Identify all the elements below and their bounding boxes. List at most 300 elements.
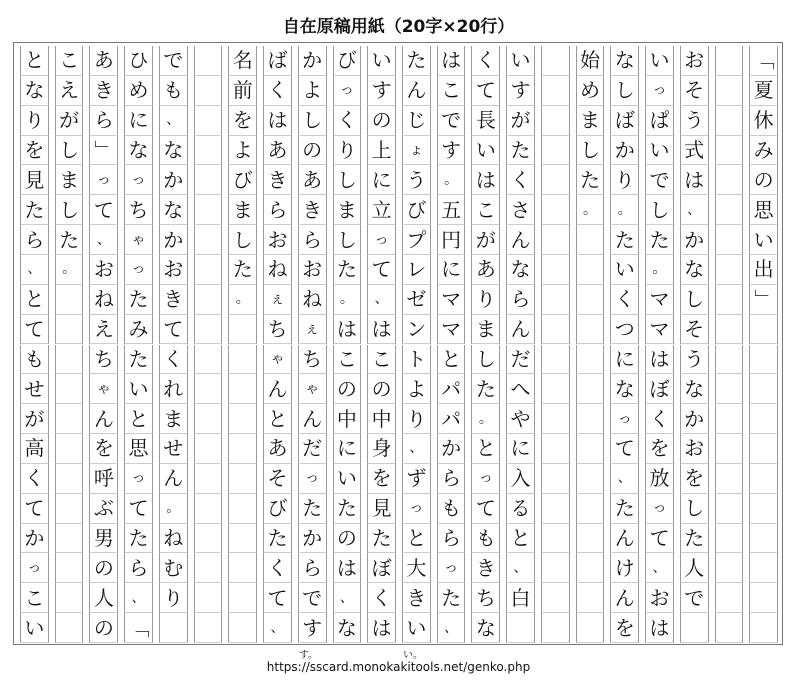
grid-cell: う [680, 345, 709, 375]
grid-cell: て [471, 494, 500, 524]
grid-cell [715, 434, 744, 464]
grid-cell [749, 553, 778, 583]
grid-cell [715, 524, 744, 554]
grid-cell: あ [89, 46, 118, 76]
grid-cell: つ [610, 315, 639, 345]
grid-cell: に [124, 106, 153, 136]
grid-cell: れ [159, 374, 188, 404]
grid-cell [194, 583, 223, 613]
grid-cell: る [506, 494, 535, 524]
grid-cell: お [263, 225, 292, 255]
grid-cell [541, 106, 570, 136]
grid-cell [228, 464, 257, 494]
grid-cell [55, 553, 84, 583]
grid-cell: ら [20, 225, 49, 255]
grid-cell: が [471, 225, 500, 255]
grid-cell [541, 315, 570, 345]
grid-cell: の [749, 165, 778, 195]
grid-cell: び [333, 46, 362, 76]
grid-cell: ん [610, 583, 639, 613]
grid-cell [541, 583, 570, 613]
grid-cell: を [89, 434, 118, 464]
grid-cell: ら [89, 106, 118, 136]
grid-cell: た [610, 494, 639, 524]
grid-cell [541, 195, 570, 225]
grid-cell: ぇ [263, 285, 292, 315]
grid-cell: 」 [89, 136, 118, 166]
grid-cell [715, 165, 744, 195]
grid-cell: い [645, 136, 674, 166]
grid-cell: は [645, 345, 674, 375]
grid-cell: り [402, 404, 431, 434]
grid-cell [55, 404, 84, 434]
grid-cell [749, 404, 778, 434]
grid-cell [194, 345, 223, 375]
grid-cell: せ [159, 434, 188, 464]
column-21 [55, 43, 84, 644]
grid-cell: に [610, 345, 639, 375]
grid-cell: 中 [333, 404, 362, 434]
grid-cell: 名 [228, 46, 257, 76]
grid-cell: は [263, 106, 292, 136]
grid-cell [749, 583, 778, 613]
grid-cell: 思 [749, 195, 778, 225]
grid-cell [576, 285, 605, 315]
grid-cell [715, 345, 744, 375]
grid-cell: こ [20, 583, 49, 613]
grid-cell: い [749, 225, 778, 255]
grid-cell: す [367, 76, 396, 106]
grid-cell: ら [506, 285, 535, 315]
grid-cell: ん [610, 524, 639, 554]
grid-cell: も [159, 76, 188, 106]
grid-cell: 、 [367, 285, 396, 315]
manuscript-grid [13, 42, 783, 645]
grid-cell: 。 [333, 285, 362, 315]
grid-cell: 「 [749, 46, 778, 76]
grid-cell: ん [159, 464, 188, 494]
grid-cell [541, 404, 570, 434]
grid-cell: 大 [402, 553, 431, 583]
grid-cell: マ [645, 315, 674, 345]
grid-cell: た [576, 165, 605, 195]
column-16 [228, 43, 257, 644]
grid-cell: っ [610, 404, 639, 434]
grid-cell [749, 613, 778, 643]
grid-cell [715, 583, 744, 613]
grid-cell: の [367, 374, 396, 404]
grid-cell [715, 553, 744, 583]
grid-cell [749, 315, 778, 345]
grid-cell: ま [228, 195, 257, 225]
grid-cell: な [680, 374, 709, 404]
grid-cell: み [124, 315, 153, 345]
grid-cell: っ [645, 494, 674, 524]
grid-cell: 、 [506, 553, 535, 583]
grid-cell: ち [263, 315, 292, 345]
grid-cell: か [437, 434, 466, 464]
grid-cell [194, 46, 223, 76]
grid-cell: 。 [228, 285, 257, 315]
grid-cell: こ [55, 46, 84, 76]
grid-cell: あ [263, 136, 292, 166]
grid-cell: そ [680, 76, 709, 106]
grid-cell: さ [506, 195, 535, 225]
grid-cell: し [645, 195, 674, 225]
grid-cell: っ [20, 553, 49, 583]
grid-cell: だ [506, 345, 535, 375]
grid-cell [228, 583, 257, 613]
grid-cell [715, 195, 744, 225]
grid-cell [576, 255, 605, 285]
grid-cell: り [159, 583, 188, 613]
grid-cell: 高 [20, 434, 49, 464]
grid-cell [576, 613, 605, 643]
grid-cell [541, 255, 570, 285]
grid-cell: い [506, 46, 535, 76]
grid-cell: に [367, 165, 396, 195]
grid-cell: が [55, 106, 84, 136]
column-13 [333, 43, 362, 644]
grid-cell: め [124, 76, 153, 106]
grid-cell: い [20, 613, 49, 643]
grid-cell: ぶ [89, 494, 118, 524]
grid-cell: も [437, 494, 466, 524]
grid-cell: と [20, 46, 49, 76]
grid-cell [541, 524, 570, 554]
grid-cell: の [298, 136, 327, 166]
grid-cell: り [471, 285, 500, 315]
grid-cell: も [20, 345, 49, 375]
grid-cell: お [645, 583, 674, 613]
grid-cell: と [263, 404, 292, 434]
grid-cell: と [20, 285, 49, 315]
grid-cell: な [610, 46, 639, 76]
grid-cell [576, 553, 605, 583]
grid-cell [55, 374, 84, 404]
grid-cell: 中 [367, 404, 396, 434]
grid-cell: な [159, 136, 188, 166]
grid-cell: た [367, 524, 396, 554]
grid-cell: な [124, 136, 153, 166]
grid-cell: い [645, 46, 674, 76]
grid-cell: 上 [367, 136, 396, 166]
grid-cell: な [333, 613, 362, 643]
grid-cell: な [471, 613, 500, 643]
grid-cell [194, 225, 223, 255]
grid-cell [541, 613, 570, 643]
overflow-text: い。 [403, 650, 423, 661]
grid-cell: て [610, 434, 639, 464]
grid-cell [194, 553, 223, 583]
grid-cell: た [402, 46, 431, 76]
grid-cell: た [333, 255, 362, 285]
grid-cell: っ [124, 165, 153, 195]
grid-cell: に [333, 434, 362, 464]
grid-cell: く [471, 46, 500, 76]
grid-cell [749, 494, 778, 524]
grid-cell: ぼ [645, 374, 674, 404]
grid-cell: ぼ [367, 553, 396, 583]
grid-cell [55, 613, 84, 643]
grid-cell: っ [402, 494, 431, 524]
grid-cell [541, 46, 570, 76]
grid-cell: ら [124, 553, 153, 583]
grid-cell [541, 553, 570, 583]
grid-cell: か [680, 225, 709, 255]
grid-cell: あ [298, 165, 327, 195]
grid-cell: 見 [367, 494, 396, 524]
grid-cell: は [367, 315, 396, 345]
grid-cell: み [749, 136, 778, 166]
grid-cell [715, 136, 744, 166]
grid-cell: こ [437, 76, 466, 106]
grid-cell [194, 464, 223, 494]
grid-cell: を [228, 106, 257, 136]
grid-cell: し [680, 285, 709, 315]
grid-cell [194, 404, 223, 434]
grid-cell: は [645, 613, 674, 643]
grid-cell: 見 [20, 165, 49, 195]
grid-cell: し [610, 76, 639, 106]
column-4 [645, 43, 674, 644]
grid-cell [541, 374, 570, 404]
grid-cell: た [680, 524, 709, 554]
grid-cell: 人 [89, 583, 118, 613]
grid-cell: く [506, 165, 535, 195]
grid-cell: ね [159, 524, 188, 554]
grid-cell [576, 464, 605, 494]
grid-cell: す [298, 613, 327, 643]
grid-cell: っ [333, 76, 362, 106]
grid-cell: と [402, 524, 431, 554]
column-22 [20, 43, 49, 644]
grid-cell: び [263, 494, 292, 524]
grid-cell: す [437, 136, 466, 166]
grid-cell: と [124, 404, 153, 434]
grid-cell: だ [298, 434, 327, 464]
grid-cell [194, 374, 223, 404]
grid-cell: 、 [159, 106, 188, 136]
grid-cell [715, 613, 744, 643]
grid-cell [194, 76, 223, 106]
grid-cell: ち [124, 195, 153, 225]
column-2 [715, 43, 744, 644]
grid-cell: う [402, 165, 431, 195]
grid-cell: り [610, 165, 639, 195]
column-12 [367, 43, 396, 644]
grid-cell: な [680, 255, 709, 285]
grid-cell: い [367, 46, 396, 76]
grid-cell: お [89, 255, 118, 285]
grid-cell: 呼 [89, 464, 118, 494]
grid-cell [55, 583, 84, 613]
grid-cell: ら [437, 464, 466, 494]
grid-cell: や [506, 404, 535, 434]
grid-cell [576, 583, 605, 613]
grid-cell: プ [402, 225, 431, 255]
column-5 [610, 43, 639, 644]
grid-cell: ね [89, 285, 118, 315]
grid-cell: え [89, 315, 118, 345]
grid-cell: き [471, 553, 500, 583]
grid-cell: て [89, 195, 118, 225]
grid-cell: か [680, 404, 709, 434]
grid-cell: こ [333, 345, 362, 375]
grid-cell: こ [367, 345, 396, 375]
column-7 [541, 43, 570, 644]
grid-cell: し [471, 345, 500, 375]
grid-cell [194, 434, 223, 464]
grid-cell: く [645, 404, 674, 434]
grid-cell: ま [333, 195, 362, 225]
grid-cell: 前 [228, 76, 257, 106]
grid-cell: 入 [506, 464, 535, 494]
grid-cell: 。 [610, 195, 639, 225]
grid-cell: と [506, 524, 535, 554]
grid-cell: ら [263, 195, 292, 225]
grid-cell: が [20, 404, 49, 434]
grid-cell [228, 524, 257, 554]
grid-cell: た [263, 524, 292, 554]
grid-cell: 。 [159, 494, 188, 524]
grid-cell: ん [506, 225, 535, 255]
grid-cell: く [367, 583, 396, 613]
grid-cell: た [333, 494, 362, 524]
grid-cell [159, 613, 188, 643]
grid-cell: て [471, 76, 500, 106]
grid-cell: た [228, 255, 257, 285]
grid-cell [228, 404, 257, 434]
grid-cell: い [402, 613, 431, 643]
grid-cell [576, 315, 605, 345]
grid-cell: か [159, 225, 188, 255]
footer-url: https://sscard.monokakitools.net/genko.php [266, 660, 531, 674]
grid-cell: ん [89, 404, 118, 434]
grid-cell: 休 [749, 106, 778, 136]
grid-cell: は [367, 613, 396, 643]
grid-cell [680, 613, 709, 643]
grid-cell: た [471, 374, 500, 404]
grid-cell: し [228, 225, 257, 255]
grid-cell [55, 464, 84, 494]
grid-cell [715, 285, 744, 315]
grid-cell: の [89, 553, 118, 583]
grid-cell: と [471, 434, 500, 464]
grid-cell: あ [263, 434, 292, 464]
grid-cell: が [506, 106, 535, 136]
grid-cell [55, 315, 84, 345]
column-20 [89, 43, 118, 644]
grid-cell: 。 [645, 255, 674, 285]
grid-cell: ん [402, 76, 431, 106]
column-15 [263, 43, 292, 644]
grid-cell: て [159, 315, 188, 345]
grid-cell [541, 434, 570, 464]
grid-cell: し [298, 106, 327, 136]
grid-cell: で [159, 46, 188, 76]
grid-cell: て [367, 255, 396, 285]
grid-cell [715, 315, 744, 345]
grid-cell: っ [471, 464, 500, 494]
grid-cell: ら [437, 524, 466, 554]
grid-cell: を [20, 136, 49, 166]
grid-cell [541, 464, 570, 494]
grid-cell: 、 [680, 195, 709, 225]
grid-cell [541, 285, 570, 315]
grid-cell: は [333, 553, 362, 583]
grid-cell: 身 [367, 434, 396, 464]
grid-cell [576, 524, 605, 554]
grid-cell: 立 [367, 195, 396, 225]
grid-cell [194, 136, 223, 166]
grid-cell: へ [506, 374, 535, 404]
grid-cell: に [437, 255, 466, 285]
grid-cell: な [20, 76, 49, 106]
grid-cell: か [20, 524, 49, 554]
column-9 [471, 43, 500, 644]
grid-cell: た [55, 225, 84, 255]
grid-cell: 、 [263, 613, 292, 643]
grid-cell: た [506, 136, 535, 166]
column-19 [124, 43, 153, 644]
grid-cell: は [437, 46, 466, 76]
grid-cell: ら [298, 225, 327, 255]
grid-cell: た [437, 583, 466, 613]
grid-cell [194, 195, 223, 225]
grid-cell: マ [437, 315, 466, 345]
grid-cell: 、 [20, 255, 49, 285]
grid-cell: マ [645, 285, 674, 315]
column-10 [437, 43, 466, 644]
grid-cell: は [333, 315, 362, 345]
page-title: 自在原稿用紙（20字×20行） [282, 17, 515, 37]
grid-cell: あ [471, 255, 500, 285]
grid-cell: た [610, 225, 639, 255]
grid-cell: っ [124, 255, 153, 285]
grid-cell: く [263, 76, 292, 106]
grid-cell: っ [124, 464, 153, 494]
grid-cell: い [333, 464, 362, 494]
grid-cell: 式 [680, 136, 709, 166]
grid-cell: よ [228, 136, 257, 166]
grid-cell [55, 285, 84, 315]
grid-cell: き [159, 285, 188, 315]
grid-cell: ょ [402, 136, 431, 166]
grid-cell: ま [159, 404, 188, 434]
grid-cell [228, 374, 257, 404]
grid-cell: お [159, 255, 188, 285]
grid-cell [228, 494, 257, 524]
grid-cell: く [159, 345, 188, 375]
grid-cell: ず [402, 464, 431, 494]
column-3 [680, 43, 709, 644]
grid-cell: び [228, 165, 257, 195]
grid-cell: め [576, 76, 605, 106]
grid-cell: を [645, 434, 674, 464]
column-18 [159, 43, 188, 644]
grid-cell [715, 404, 744, 434]
grid-cell: て [124, 494, 153, 524]
grid-cell: 五 [437, 195, 466, 225]
grid-cell: か [298, 524, 327, 554]
grid-cell: の [89, 613, 118, 643]
grid-cell: パ [437, 374, 466, 404]
grid-cell [541, 136, 570, 166]
grid-cell: 「 [124, 613, 153, 643]
grid-cell [541, 345, 570, 375]
grid-cell [194, 315, 223, 345]
